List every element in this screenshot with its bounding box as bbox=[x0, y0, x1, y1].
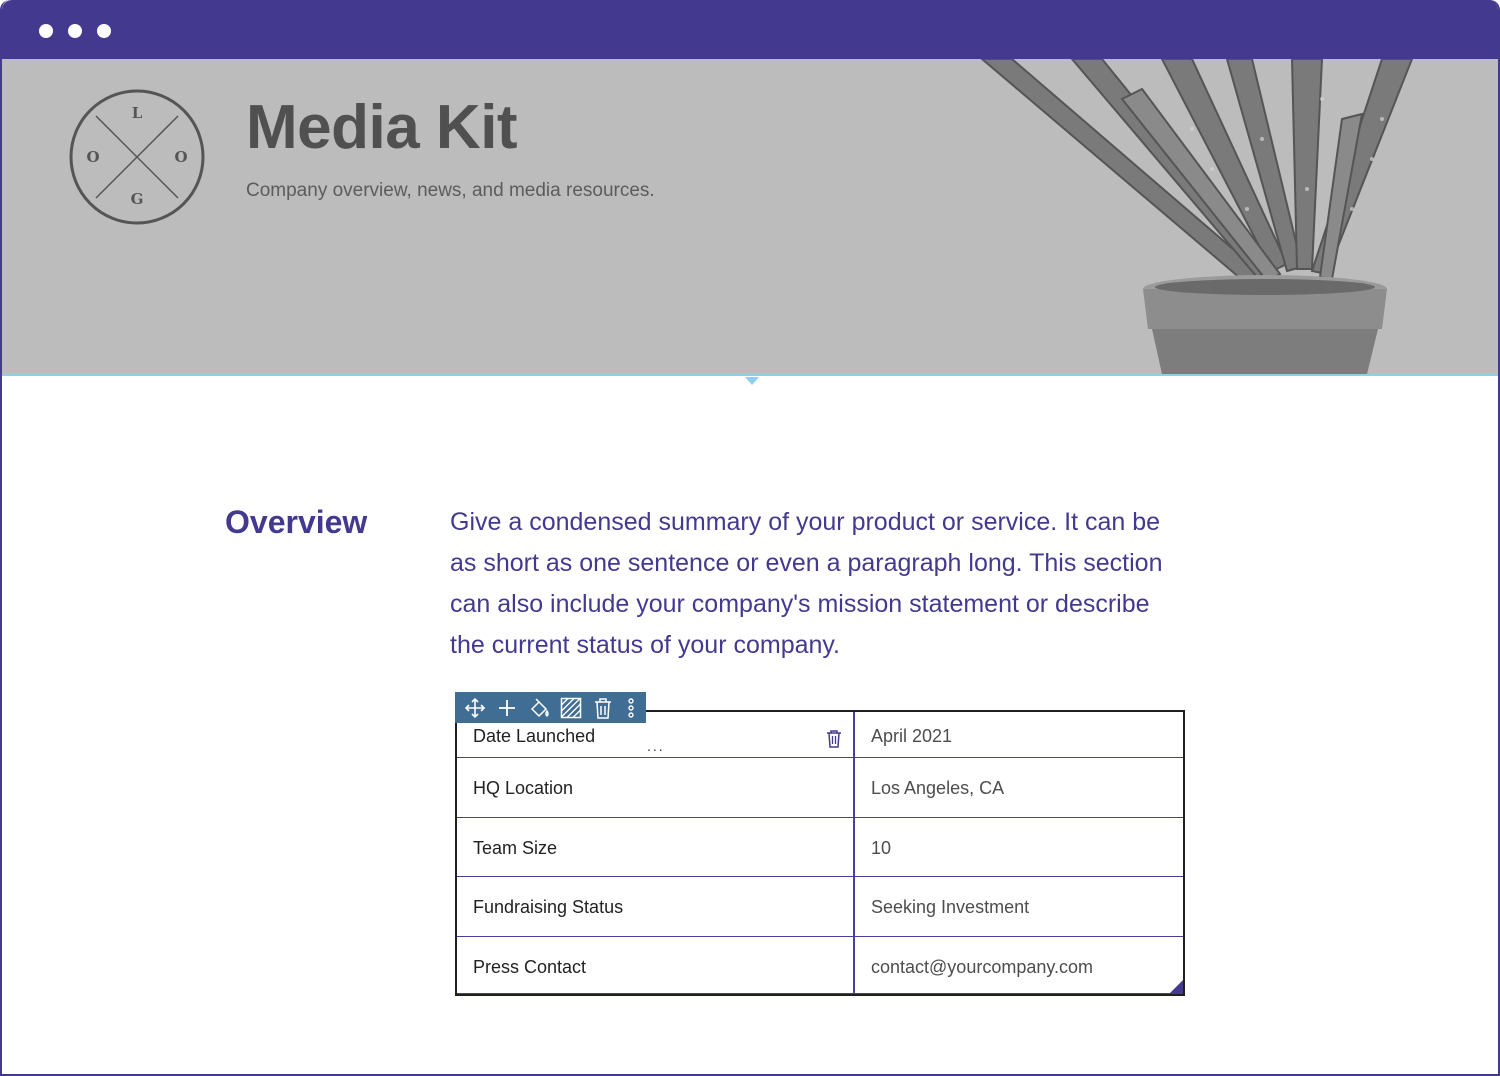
table-cell-value[interactable]: 10 bbox=[871, 838, 892, 858]
window-control-dot[interactable] bbox=[68, 24, 82, 38]
logo-letter-right: O bbox=[174, 148, 188, 166]
window-titlebar bbox=[2, 0, 1500, 59]
section-divider bbox=[2, 374, 1500, 376]
logo-letter-top: L bbox=[131, 104, 143, 122]
table-cell-value[interactable]: contact@yourcompany.com bbox=[871, 957, 1094, 977]
aloe-plant-image bbox=[962, 59, 1462, 374]
add-icon[interactable] bbox=[491, 692, 523, 723]
table-row[interactable] bbox=[457, 758, 1183, 818]
table-cell-label[interactable]: Fundraising Status bbox=[473, 897, 624, 917]
table-cell-label[interactable]: Team Size bbox=[473, 838, 558, 858]
paint-bucket-icon[interactable] bbox=[523, 692, 555, 723]
row-ellipsis: ... bbox=[647, 738, 665, 754]
hero-banner[interactable] bbox=[2, 59, 1500, 374]
table-cell-value[interactable]: April 2021 bbox=[871, 726, 953, 746]
table-row[interactable] bbox=[457, 937, 1183, 994]
logo-letter-left: O bbox=[86, 148, 100, 166]
overview-body-text[interactable]: Give a condensed summary of your product or service. It can be as short as one sentence or even a paragraph long. This section can also include your company's mission statement or describe the current status of your company. bbox=[450, 508, 1163, 659]
move-icon[interactable] bbox=[459, 692, 491, 723]
resize-handle[interactable] bbox=[1169, 980, 1183, 994]
window-control-dot[interactable] bbox=[39, 24, 53, 38]
logo-letter-bottom: G bbox=[130, 190, 144, 208]
logo-icon bbox=[68, 88, 206, 226]
section-caret-icon[interactable] bbox=[745, 377, 759, 385]
block-toolbar bbox=[455, 692, 646, 723]
table-cell-value[interactable]: Los Angeles, CA bbox=[871, 778, 1005, 798]
trash-icon[interactable] bbox=[587, 692, 619, 723]
page-title: Media Kit bbox=[246, 93, 518, 162]
facts-table[interactable] bbox=[455, 710, 1185, 996]
page-subtitle: Company overview, news, and media resources. bbox=[246, 180, 655, 201]
more-vertical-icon[interactable] bbox=[619, 692, 643, 723]
trash-icon[interactable] bbox=[825, 728, 843, 748]
table-cell-label[interactable]: Date Launched bbox=[473, 726, 596, 746]
table-cell-value[interactable]: Seeking Investment bbox=[871, 897, 1030, 917]
table-row[interactable] bbox=[457, 818, 1183, 877]
pattern-icon[interactable] bbox=[555, 692, 587, 723]
table-cell-label[interactable]: Press Contact bbox=[473, 957, 587, 977]
table-row[interactable] bbox=[457, 877, 1183, 937]
table-cell-label[interactable]: HQ Location bbox=[473, 778, 574, 798]
window-control-dot[interactable] bbox=[97, 24, 111, 38]
overview-heading: Overview bbox=[225, 504, 368, 540]
